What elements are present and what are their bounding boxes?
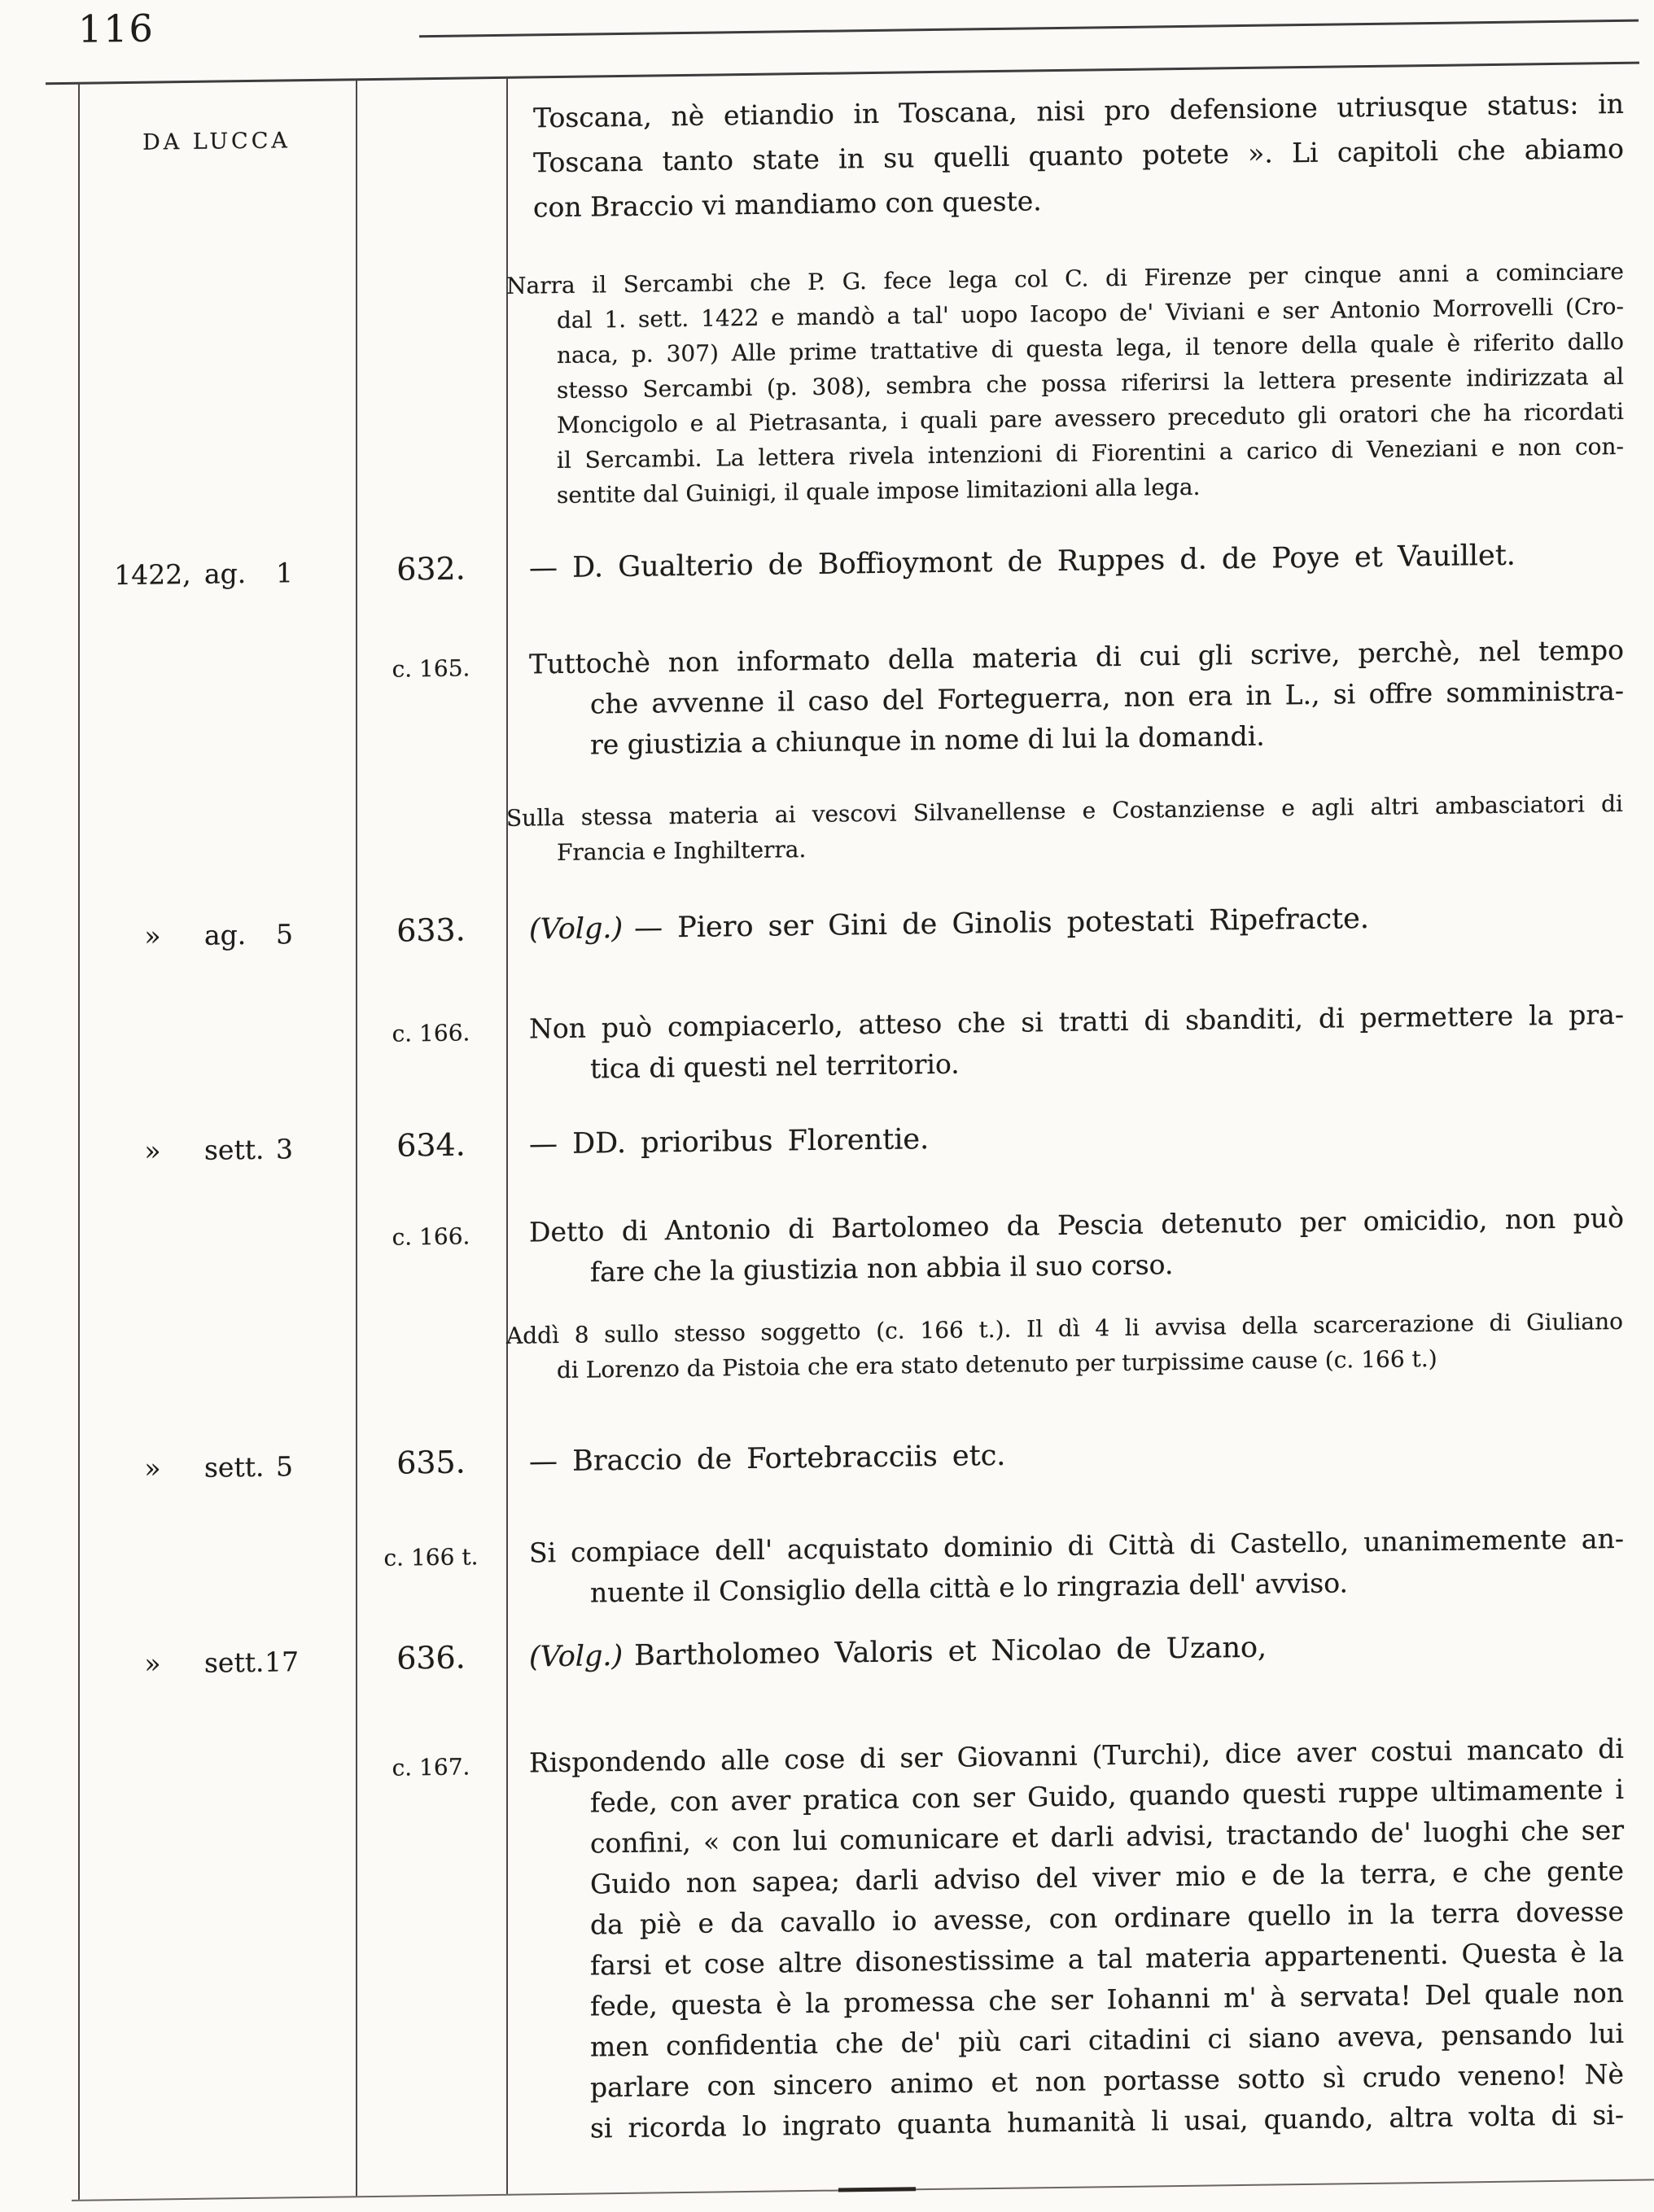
date-ditto: » — [144, 1647, 161, 1680]
date-ditto: » — [144, 1134, 161, 1167]
date-day: 3 — [276, 1133, 293, 1165]
text-line: re giustizia a chiunque in nome di lui la domandi. — [590, 719, 1265, 761]
heading-text: — Piero ser Gini de Ginolis potestati Ripefracte. — [634, 902, 1369, 945]
text-line: Narra il Sercambi che P. G. fece lega col C. di Firenze per cinque anni a cominciare — [506, 257, 1624, 299]
heading-text: Bartholomeo Valoris et Nicolao de Uzano, — [634, 1631, 1267, 1672]
heading-text: — D. Gualterio de Boffioymont de Ruppes d. de Poye et Vauillet. — [529, 539, 1516, 585]
entry-note — [77, 1304, 1628, 1394]
header-rule — [419, 20, 1639, 38]
page-number: 116 — [78, 6, 155, 51]
entry-head — [77, 536, 1628, 593]
entry-number: 635. — [396, 1444, 466, 1481]
text-line: si ricorda lo ingrato quanta humanità li usai, quando, altra volta di si- — [590, 2098, 1624, 2144]
folio-ref: c. 166 t. — [383, 1543, 479, 1572]
text-line: stesso Sercambi (p. 308), sembra che possa riferirsi la lettera presente indirizzata al — [557, 362, 1624, 404]
text-line: parlare con sincero animo et non portasse sotto sì crudo veneno! Nè — [590, 2057, 1624, 2104]
text-line: Addì 8 sullo stesso soggetto (c. 166 t.). Il dì 4 li avvisa della scarcerazione di Giuliano — [506, 1307, 1623, 1349]
entry-heading — [529, 536, 1624, 588]
entry-summary — [529, 995, 1624, 1091]
heading-text: — Braccio de Fortebracciis etc. — [529, 1439, 1006, 1479]
folio-ref: c. 166. — [392, 1019, 470, 1047]
text-line: Toscana, nè etiandio in Toscana, nisi pro defensione utriusque status: in — [533, 87, 1624, 134]
volg-marker: (Volg.) — [529, 1639, 624, 1674]
entry-body — [77, 1198, 1628, 1300]
entry-body — [77, 1729, 1628, 2156]
entry-head — [77, 1112, 1628, 1169]
entry-head — [77, 897, 1628, 955]
text-line: confini, « con lui comunicare et darli advisi, tractando de' luoghi che ser — [590, 1813, 1624, 1860]
entry-body — [77, 1519, 1628, 1620]
provenance-header: DA LUCCA — [142, 128, 291, 155]
text-line: nuente il Consiglio della città e lo ringrazia dell' avviso. — [590, 1567, 1349, 1609]
entry-note — [77, 786, 1628, 876]
text-line: farsi et cose altre disonestissime a tal materia appartenenti. Questa è la — [590, 1935, 1624, 1982]
text-line: dal 1. sett. 1422 e mandò a tal' uopo Iacopo de' Viviani e ser Antonio Morrovelli (Cro- — [557, 292, 1624, 334]
entry-note-text — [506, 1304, 1623, 1388]
date-month: sett. — [204, 1450, 265, 1484]
entry-date — [77, 1645, 356, 1680]
entry-head — [77, 1624, 1628, 1682]
entry-note-text — [506, 786, 1623, 871]
text-line: Toscana tanto state in su quelli quanto potete ». Li capitoli che abiamo — [533, 132, 1624, 179]
entry-body — [77, 995, 1628, 1096]
date-day: 17 — [265, 1646, 299, 1678]
date-ditto: » — [144, 920, 161, 952]
text-line: da piè e da cavallo io avesse, con ordinare quello in la terra dovesse — [590, 1895, 1624, 1941]
entry-summary — [529, 630, 1624, 767]
entry-heading — [529, 1624, 1624, 1676]
entry-number: 633. — [396, 911, 466, 949]
text-line: Francia e Inghilterra. — [557, 836, 807, 867]
text-line: tica di questi nel territorio. — [590, 1047, 960, 1085]
table-top-border — [46, 62, 1639, 85]
bottom-ink-mark — [838, 2187, 916, 2192]
text-line: Detto di Antonio di Bartolomeo da Pescia detenuto per omicidio, non può — [529, 1201, 1624, 1248]
text-line: con Braccio vi mandiamo con queste. — [533, 185, 1042, 224]
date-year: 1422, — [114, 557, 191, 592]
text-line: fare che la giustizia non abbia il suo corso. — [590, 1248, 1174, 1288]
text-line: naca, p. 307) Alle prime trattative di questa lega, il tenore della quale è riferito dallo — [557, 327, 1624, 369]
folio-ref: c. 167. — [392, 1753, 470, 1781]
text-line: men confidentia che de' più cari citadini ci siano aveva, pensando lui — [590, 2017, 1624, 2063]
entry-summary — [529, 1729, 1624, 2150]
text-line: il Sercambi. La lettera rivela intenzioni di Fiorentini a carico di Veneziani e non con- — [557, 432, 1624, 474]
text-line: fede, con aver pratica con ser Guido, quando questi ruppe ultimamente i — [590, 1773, 1624, 1819]
entry-head — [77, 1429, 1628, 1487]
date-month: ag. — [204, 919, 247, 951]
entry-number: 632. — [396, 550, 466, 588]
text-line: di Lorenzo da Pistoia che era stato detenuto per turpissime cause (c. 166 t.) — [557, 1344, 1437, 1384]
folio-ref: c. 166. — [392, 1222, 470, 1251]
entry-heading — [529, 1112, 1624, 1164]
entry-summary — [529, 1198, 1624, 1294]
date-ditto: » — [144, 1452, 161, 1484]
date-month: sett. — [204, 1133, 265, 1166]
intro-paragraph — [533, 81, 1624, 230]
entry-summary — [529, 1519, 1624, 1615]
entry-date — [77, 556, 356, 591]
text-line: che avvenne il caso del Forteguerra, non era in L., si offre somministra- — [590, 674, 1624, 720]
text-line: Non può compiacerlo, atteso che si tratti di sbanditi, di permettere la pra- — [529, 998, 1624, 1045]
date-day: 5 — [276, 1450, 293, 1483]
text-line: Si compiace dell' acquistato dominio di Città di Castello, unanimemente an- — [529, 1522, 1624, 1569]
text-line: Guido non sapea; darli adviso del viver mio e de la terra, e che gente — [590, 1854, 1624, 1900]
folio-ref: c. 165. — [392, 654, 470, 683]
text-line: Sulla stessa materia ai vescovi Silvanellense e Costanziense e agli altri ambasciatori di — [506, 789, 1623, 832]
entry-number: 634. — [396, 1126, 466, 1164]
volg-marker: (Volg.) — [529, 911, 624, 946]
entry-heading — [529, 897, 1624, 949]
entry-body — [77, 630, 1628, 772]
entry-date — [77, 1449, 356, 1484]
text-line: fede, questa è la promessa che ser Iohanni m' à servata! Del quale non — [590, 1976, 1624, 2022]
date-day: 1 — [276, 557, 293, 589]
heading-text: — DD. prioribus Florentie. — [529, 1123, 930, 1161]
entry-number: 636. — [396, 1639, 466, 1676]
text-line: sentite dal Guinigi, il quale impose limitazioni alla lega. — [557, 473, 1201, 509]
entry-date — [77, 1132, 356, 1167]
date-month: ag. — [204, 557, 247, 590]
intro-annotation — [506, 254, 1624, 514]
entry-date — [77, 917, 356, 952]
text-line: Rispondendo alle cose di ser Giovanni (Turchi), dice aver costui mancato di — [529, 1732, 1624, 1779]
text-line: Moncigolo e al Pietrasanta, i quali pare avessero preceduto gli oratori che ha ricordati — [557, 397, 1624, 439]
text-line: Tuttochè non informato della materia di cui gli scrive, perchè, nel tempo — [529, 633, 1624, 680]
entry-heading — [529, 1429, 1624, 1481]
date-day: 5 — [276, 918, 293, 951]
date-month: sett. — [204, 1646, 265, 1679]
